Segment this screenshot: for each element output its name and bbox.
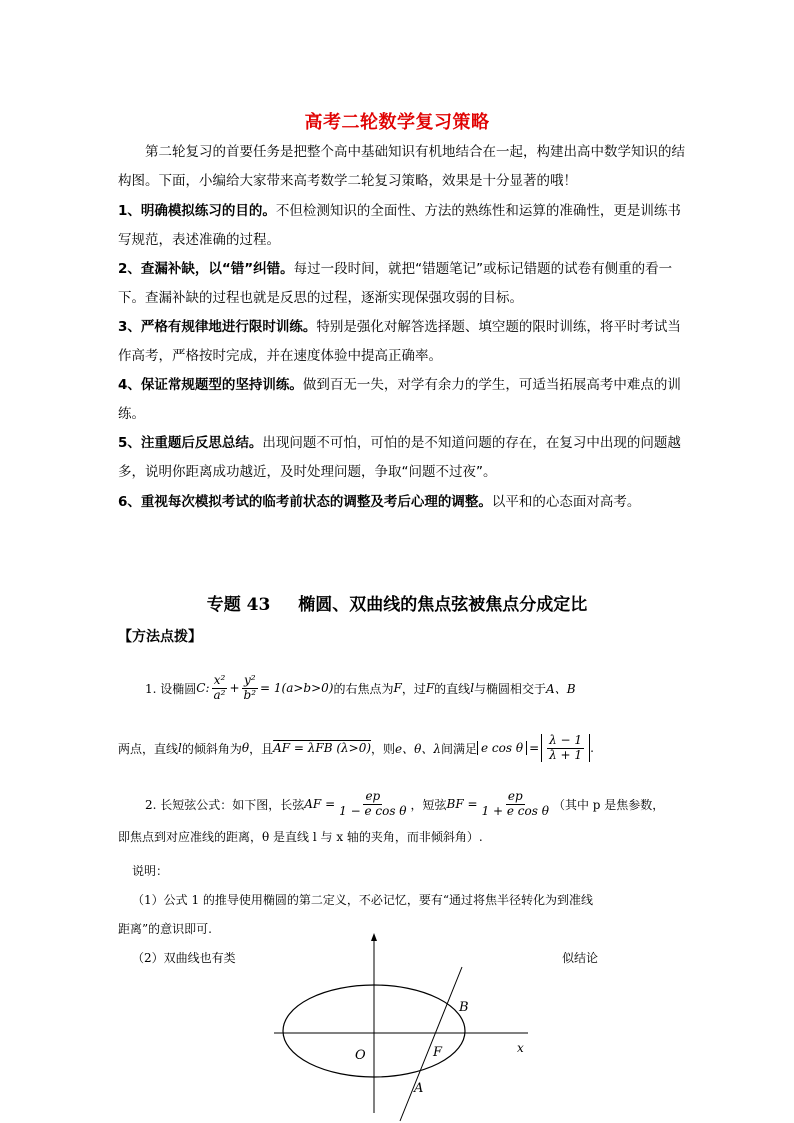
point2-line2: 即焦点到对应准线的距离，θ 是直线 l 与 x 轴的夹角，而非倾斜角）. xyxy=(118,830,483,844)
note-2-start: （2）双曲线也有类 xyxy=(132,951,236,965)
item-heading: 1、明确模拟练习的目的。 xyxy=(118,203,276,219)
point1-text-h: ，且 xyxy=(249,741,274,756)
short-denominator: 1 + e cos θ xyxy=(481,803,549,818)
label-F: F xyxy=(433,1045,443,1060)
topic-heading xyxy=(0,590,794,615)
item-body: 每过一段时间，就把“错题笔记”或标记错题的试卷有侧重的看一下。查漏补缺的过程也就是反思的过程，逐渐实现保强攻弱的目标。 xyxy=(118,261,673,306)
point1-text-g: 的倾斜角为 xyxy=(181,741,242,756)
y2-over-b2: $\frac{\text{y²}}{\text{b²}}$ xyxy=(243,672,257,702)
ellipse-condition: = 1(a>b>0) xyxy=(260,681,334,695)
label-O: O xyxy=(355,1048,366,1063)
point2-line1 xyxy=(145,784,705,824)
method-label: 【方法点拨】 xyxy=(118,629,202,645)
x2-over-a2: $\frac{\text{x²}}{\text{a²}}$ xyxy=(213,672,226,702)
equals-sign: = xyxy=(529,741,540,755)
note-2-end: 似结论 xyxy=(562,951,599,965)
strategy-item-2 xyxy=(118,255,693,313)
theta-symbol: θ xyxy=(241,741,250,755)
item-body: 特别是强化对解答选择题、填空题的限时训练，将平时考试当作高考，严格按时完成，并在速度体验中提高正确率。 xyxy=(118,319,681,364)
variables: e、θ、λ xyxy=(395,741,441,756)
intro-paragraph xyxy=(118,138,693,196)
item-heading: 5、注重题后反思总结。 xyxy=(118,435,263,451)
note-label: 说明： xyxy=(132,864,169,878)
intersection-points: A、B xyxy=(546,681,576,696)
point2-text-a: 2. 长短弦公式：如下图，长弦 xyxy=(145,797,305,812)
strategy-item-3 xyxy=(118,313,693,371)
item-heading: 3、严格有规律地进行限时训练。 xyxy=(118,319,317,335)
y-axis-arrow xyxy=(371,933,377,941)
lambda-denominator: λ + 1 xyxy=(549,747,583,762)
abs-e-cos-theta: e cos θ xyxy=(477,741,527,755)
label-x: x xyxy=(517,1041,524,1055)
item-body: 出现问题不可怕，可怕的是不知道问题的存在，在复习中出现的问题越多，说明你距离成功越近，及时处理问题，争取“问题不过夜”。 xyxy=(118,435,681,480)
strategy-item-5 xyxy=(118,429,693,487)
point1-text-j: 间满足 xyxy=(440,741,477,756)
point1-text-i: ，则 xyxy=(371,741,396,756)
focus-label-2: F xyxy=(425,681,435,695)
short-chord-label: BF = xyxy=(446,797,478,811)
long-denominator: 1 − e cos θ xyxy=(339,803,407,818)
page-title: 高考二轮数学复习策略 xyxy=(304,112,490,133)
item-heading: 6、重视每次模拟考试的临考前状态的调整及考后心理的调整。 xyxy=(118,494,492,510)
long-chord-label: AF = xyxy=(304,797,336,811)
point2-text-b: ，短弦 xyxy=(410,797,447,812)
period: . xyxy=(590,741,594,755)
item-heading: 2、查漏补缺，以“错”纠错。 xyxy=(118,261,294,277)
intro-text: 第二轮复习的首要任务是把整个高中基础知识有机地结合在一起，构建出高中数学知识的结构图。下面，小编给大家带来高考数学二轮复习策略，效果是十分显著的哦！ xyxy=(118,144,685,189)
label-A: A xyxy=(414,1081,424,1096)
focus-label: F xyxy=(393,681,402,695)
point1-text-e: 与椭圆相交于 xyxy=(474,681,547,696)
focal-chord-line xyxy=(400,967,462,1121)
lambda-numerator: λ − 1 xyxy=(549,732,583,747)
ellipse-figure xyxy=(270,925,540,1123)
long-chord-formula xyxy=(337,790,408,819)
point2-text-c: （其中 p 是焦参数， xyxy=(552,797,665,812)
point1-text-c: ，过 xyxy=(401,681,426,696)
strategy-item-6 xyxy=(118,488,693,517)
strategy-item-4 xyxy=(118,371,693,429)
point1-text-d: 的直线 xyxy=(434,681,471,696)
point1-text-b: 的右焦点为 xyxy=(333,681,394,696)
point1-line1: 1. 设椭圆 C: $\frac{\text{x²}}{\text{a²}}$ + $\frac{\text{y²}}{\text{b²}}$ = 1(a>b>0) 的右焦点为 F ，过 F 的直线 l 与椭圆相交于 A、B xyxy=(145,672,576,702)
ellipse-symbol: C: xyxy=(196,681,210,695)
item-body: 以平和的心态面对高考。 xyxy=(491,494,641,510)
label-B: B xyxy=(459,1000,469,1015)
item-heading: 4、保证常规题型的坚持训练。 xyxy=(118,377,303,393)
note-1: （1）公式 1 的推导使用椭圆的第二定义，不必记忆，要有“通过将焦半径转化为到准线 xyxy=(132,893,594,907)
note-1-continued: 距离”的意识即可. xyxy=(118,922,212,936)
item-body: 不但检测知识的全面性、方法的熟练性和运算的准确性，更是训练书写规范，表述准确的过程。 xyxy=(118,203,681,248)
point1-line2 xyxy=(118,728,708,768)
vector-equation: AF = λFB (λ>0) xyxy=(273,741,372,755)
line-label-2: l xyxy=(178,741,182,755)
ep-numerator-2: ep xyxy=(507,788,523,803)
topic-number: 专题 43 xyxy=(206,595,271,615)
topic-name: 椭圆、双曲线的焦点弦被焦点分成定比 xyxy=(298,595,588,615)
item-body: 做到百无一失，对学有余力的学生，可适当拓展高考中难点的训练。 xyxy=(118,377,681,422)
line-label: l xyxy=(470,681,475,695)
short-chord-formula xyxy=(480,790,551,819)
point1-text-a: 1. 设椭圆 xyxy=(145,681,197,696)
strategy-item-1 xyxy=(118,197,693,255)
abs-lambda-fraction xyxy=(541,734,590,763)
point1-text-f: 两点，直线 xyxy=(118,741,179,756)
ep-numerator: ep xyxy=(365,788,381,803)
